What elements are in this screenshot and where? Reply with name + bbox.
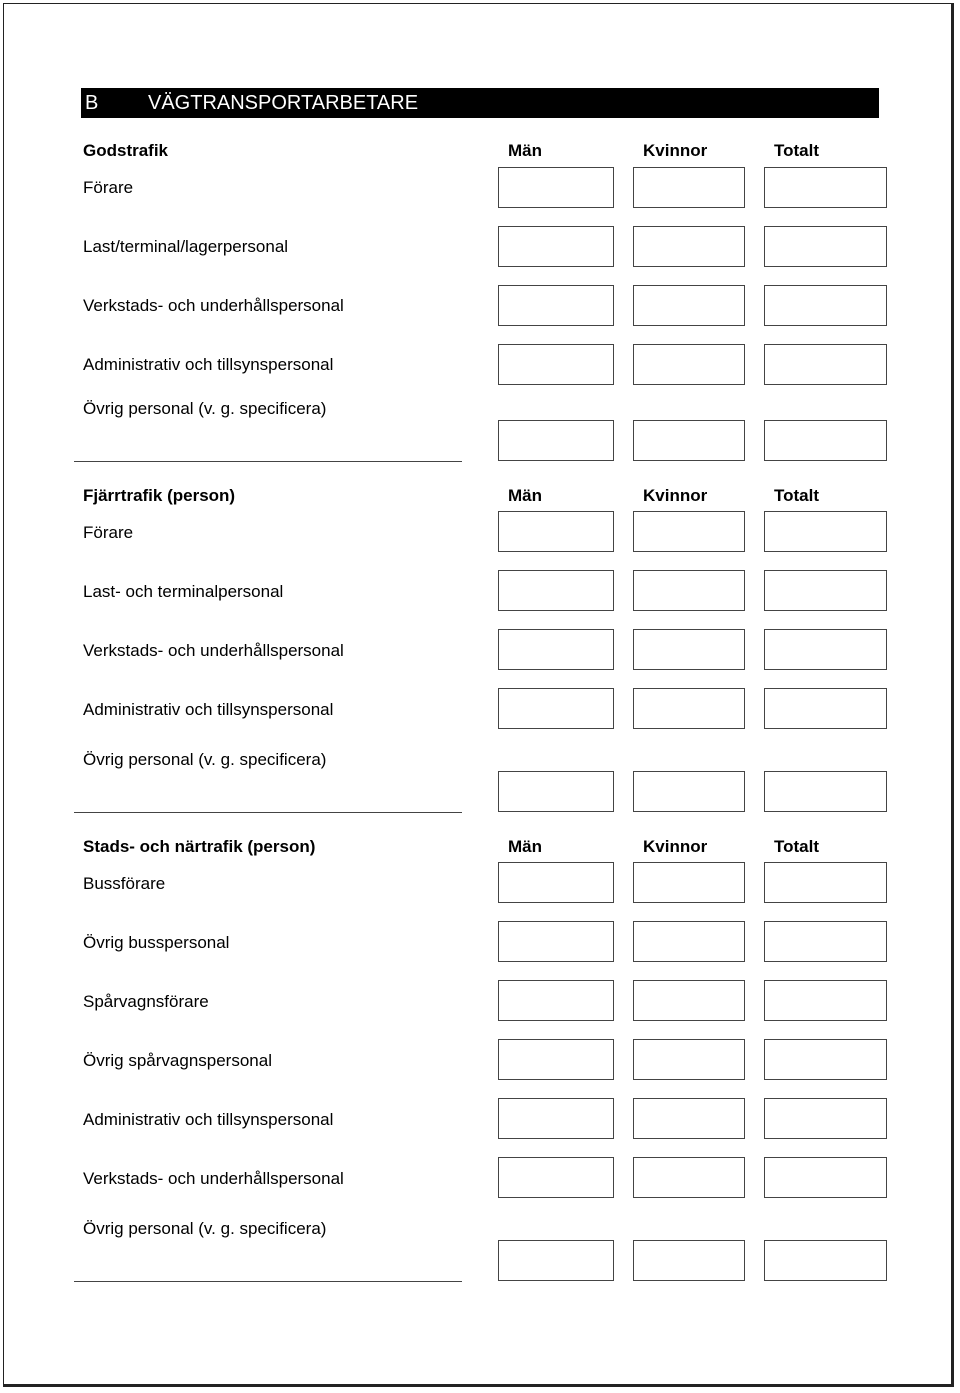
column-header-women: Kvinnor	[643, 837, 708, 856]
row-label: Verkstads- och underhållspersonal	[83, 296, 344, 315]
input-women[interactable]	[633, 629, 745, 670]
input-total[interactable]	[764, 167, 887, 208]
input-women[interactable]	[633, 1157, 745, 1198]
input-total[interactable]	[764, 420, 887, 461]
row-label: Övrig busspersonal	[83, 933, 230, 952]
input-women[interactable]	[633, 167, 745, 208]
input-women[interactable]	[633, 862, 745, 903]
input-women[interactable]	[633, 344, 745, 385]
input-total[interactable]	[764, 862, 887, 903]
column-header-total: Totalt	[774, 837, 820, 856]
input-men[interactable]	[498, 570, 614, 611]
input-total[interactable]	[764, 344, 887, 385]
input-total[interactable]	[764, 1039, 887, 1080]
input-total[interactable]	[764, 771, 887, 812]
row-label: Övrig spårvagnspersonal	[83, 1051, 272, 1070]
input-women[interactable]	[633, 771, 745, 812]
input-total[interactable]	[764, 226, 887, 267]
input-total[interactable]	[764, 1157, 887, 1198]
input-women[interactable]	[633, 921, 745, 962]
group-heading-stadstrafik: Stads- och närtrafik (person)	[83, 837, 316, 856]
row-label: Verkstads- och underhållspersonal	[83, 1169, 344, 1188]
input-total[interactable]	[764, 629, 887, 670]
row-label: Övrig personal (v. g. specificera)	[83, 1219, 327, 1238]
input-women[interactable]	[633, 570, 745, 611]
input-men[interactable]	[498, 1157, 614, 1198]
row-label: Administrativ och tillsynspersonal	[83, 700, 334, 719]
input-women[interactable]	[633, 980, 745, 1021]
input-total[interactable]	[764, 921, 887, 962]
input-men[interactable]	[498, 862, 614, 903]
section-letter: B	[85, 92, 99, 114]
section-header-bar	[81, 88, 879, 118]
row-label: Last- och terminalpersonal	[83, 582, 284, 601]
row-label: Verkstads- och underhållspersonal	[83, 641, 344, 660]
column-header-total: Totalt	[774, 141, 820, 160]
column-header-women: Kvinnor	[643, 486, 708, 505]
input-men[interactable]	[498, 629, 614, 670]
input-women[interactable]	[633, 1039, 745, 1080]
input-women[interactable]	[633, 688, 745, 729]
input-total[interactable]	[764, 980, 887, 1021]
input-total[interactable]	[764, 688, 887, 729]
column-header-men: Män	[508, 837, 542, 856]
input-women[interactable]	[633, 420, 745, 461]
input-men[interactable]	[498, 980, 614, 1021]
input-men[interactable]	[498, 1240, 614, 1281]
row-label: Övrig personal (v. g. specificera)	[83, 750, 327, 769]
column-header-women: Kvinnor	[643, 141, 708, 160]
group-heading-fjarrtrafik: Fjärrtrafik (person)	[83, 486, 236, 505]
input-women[interactable]	[633, 1240, 745, 1281]
input-men[interactable]	[498, 285, 614, 326]
input-men[interactable]	[498, 688, 614, 729]
column-header-total: Totalt	[774, 486, 820, 505]
row-label: Bussförare	[83, 874, 166, 893]
input-women[interactable]	[633, 285, 745, 326]
specify-line[interactable]	[74, 812, 462, 813]
input-men[interactable]	[498, 921, 614, 962]
input-men[interactable]	[498, 167, 614, 208]
input-men[interactable]	[498, 1098, 614, 1139]
column-header-men: Män	[508, 486, 542, 505]
specify-line[interactable]	[74, 1281, 462, 1282]
input-total[interactable]	[764, 285, 887, 326]
input-total[interactable]	[764, 511, 887, 552]
row-label: Övrig personal (v. g. specificera)	[83, 399, 327, 418]
row-label: Spårvagnsförare	[83, 992, 209, 1011]
input-women[interactable]	[633, 511, 745, 552]
row-label: Förare	[83, 523, 134, 542]
specify-line[interactable]	[74, 461, 462, 462]
row-label: Administrativ och tillsynspersonal	[83, 1110, 334, 1129]
row-label: Administrativ och tillsynspersonal	[83, 355, 334, 374]
column-header-men: Män	[508, 141, 542, 160]
section-title: VÄGTRANSPORTARBETARE	[148, 92, 419, 114]
input-men[interactable]	[498, 420, 614, 461]
input-men[interactable]	[498, 1039, 614, 1080]
input-total[interactable]	[764, 1098, 887, 1139]
input-men[interactable]	[498, 226, 614, 267]
input-total[interactable]	[764, 570, 887, 611]
input-men[interactable]	[498, 771, 614, 812]
input-men[interactable]	[498, 511, 614, 552]
group-heading-godstrafik: Godstrafik	[83, 141, 169, 160]
row-label: Last/terminal/lagerpersonal	[83, 237, 289, 256]
input-total[interactable]	[764, 1240, 887, 1281]
input-men[interactable]	[498, 344, 614, 385]
input-women[interactable]	[633, 226, 745, 267]
row-label: Förare	[83, 178, 134, 197]
input-women[interactable]	[633, 1098, 745, 1139]
